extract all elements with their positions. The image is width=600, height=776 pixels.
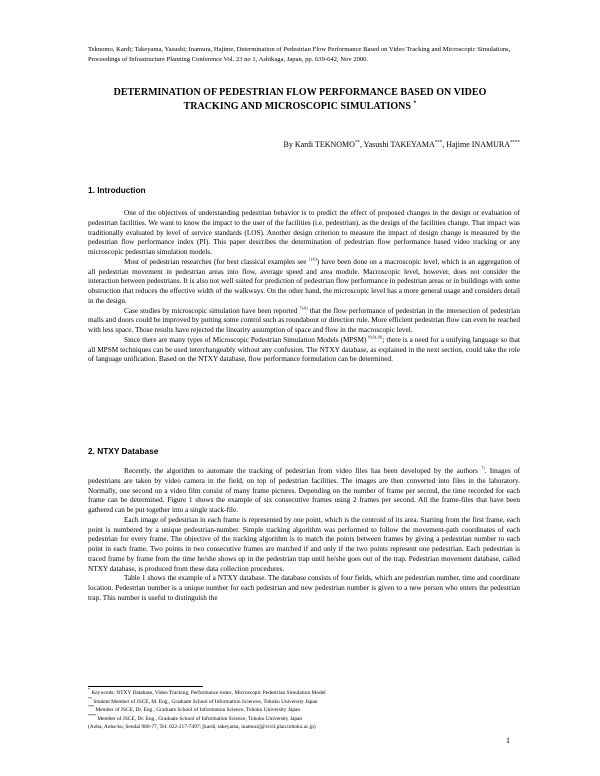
- paragraph-text: ) have been done on a macroscopic level, which is an aggregation of all pedestrian movement in pedestrian areas into flow, average speed and area module. Macroscopic level, however, does not consider the interaction between pedestrians. It is also not well suited for prediction of pedestrian flow performance in pedestrian areas or in buildings with some obstruction that reduces the effective width of the walkways. On the other hand, the microscopic level has a more general usage and considers detail in the design.: [88, 257, 520, 305]
- footnote-mark: *: [88, 687, 90, 693]
- page-number: 1: [506, 736, 510, 745]
- paragraph-text: ; there is a need for a unifying language so that all MPSM techniques can be used interchangeably without any confusion. The NTXY database, as explained in the next section, could take the role of language unification. Based on the NTXY database, flow performance formulation can be determined.: [88, 335, 520, 364]
- footnotes: [88, 689, 528, 732]
- footnote: [88, 712, 528, 724]
- paragraph-text: . Images of pedestrians are taken by video camera in the field, on top of pedestrian facilities. The images are then converted into files in the laboratory. Normally, one second on a video film consist of many frame pictures. Depending on the number of frame per second, the time recorded for each frame can be determined. Figure 1 shows the example of six consecutive frames using 2 frames per second. All the frame-files that have been gathered can be put together into a single stack-file.: [88, 467, 520, 514]
- footnote-text: Member of JSCE, Dr. Eng., Graduate School of Information Science, Tohoku University Japan: [96, 715, 303, 722]
- footnote-mark: ***: [88, 704, 94, 710]
- paragraph-text: Recently, the algorithm to automate the tracking of pedestrian from video files has been developed by the authors: [124, 467, 482, 475]
- reference-mark: 7)-8): [299, 305, 308, 311]
- footnote-text: Member of JSCE, Dr. Eng., Graduate School of Information Science, Tohoku University Japan: [94, 707, 301, 714]
- footnote-mark: **: [88, 695, 92, 701]
- author-name: Yasushi TAKEYAMA: [363, 140, 435, 149]
- paragraph: [88, 336, 520, 365]
- paragraph: [88, 307, 520, 336]
- reference-mark: 1)-6): [308, 256, 317, 262]
- author-name: Hajime INAMURA: [446, 140, 510, 149]
- footnote-divider: [88, 686, 203, 687]
- section-heading-introduction: 1. Introduction: [88, 185, 146, 195]
- paragraph: [88, 258, 520, 307]
- footnote: [88, 706, 528, 715]
- author-mark: ***: [434, 140, 443, 146]
- footnote-address: (Aoba, Aoba-ku, Sendai 980-77, Tel: 022-217-7497; [kardi, takeyama, inamura]@civil.plan.tohoku.ac.jp): [88, 724, 316, 731]
- footnote: [88, 695, 528, 710]
- author-line: By Kardi TEKNOMO**, Yasushi TAKEYAMA***, Hajime INAMURA****: [283, 140, 520, 149]
- reference-mark: 7): [481, 465, 485, 471]
- footnote-mark: ****: [88, 712, 96, 718]
- footnote-text: Keywords: NTXY Database, Video Tracking, Performance index, Microscopic Pedestrian Simulation Model: [90, 690, 326, 696]
- paper-title: [60, 86, 540, 114]
- title-line-2: [60, 100, 540, 114]
- introduction-body: [88, 209, 520, 365]
- paragraph-text: Most of pedestrian researches (for best classical examples see: [124, 257, 309, 266]
- authors-by: By: [283, 140, 293, 149]
- paragraph: Each image of pedestrian in each frame is represented by one point, which is the centroid of its area. Starting from the first frame, each point is numbered by a unique pedestrian-number. Simple tracking algorithm was performed to follow the movement-path coordinates of each pedestrian for every frame. The objective of the tracking algorithm is to match the points between frames by giving a pedestrian number to each point in each frame. Two points in two consecutive frames are matched if and only if the two points represent one pedestrian. Each pedestrian is traced frame by frame from the time he/she shows up in the pedestrian trap until he/she goes out of the trap. Pedestrian movement database, called NTXY database, is produced from these data collection procedures.: [88, 515, 520, 573]
- paragraph: Table 1 shows the example of a NTXY database. The database consists of four fields, which are pedestrian number, time and coordinate location. Pedestrian number is a unique number for each pedestrian and new pedestrian number is given to a new person who enters the pedestrian trap. This number is useful to distinguish the: [88, 574, 520, 602]
- author-mark: **: [354, 140, 360, 146]
- ntxy-body: [88, 467, 520, 604]
- title-footnote-mark: *: [413, 100, 417, 107]
- title-line-1: DETERMINATION OF PEDESTRIAN FLOW PERFORMANCE BASED ON VIDEO: [113, 87, 487, 98]
- citation-header: Teknomo, Kardi; Takeyama, Yasushi; Inamura, Hajime, Determination of Pedestrian Flow Performance Based on Video Tracking and Microscopic Simulations, Proceedings of Infrastructure Planning Conference Vol. 23 no 1, Ashikaga, Japan, pp. 639-642, Nov 2000.: [88, 46, 511, 63]
- footnote-text: Student Member of JSCE, M. Eng., Graduate School of Information Sciences, Tohoku University Japan: [92, 698, 318, 705]
- footnote: [88, 689, 528, 698]
- paragraph-text: that the flow performance of pedestrian in the intersection of pedestrian malls and doors could be improved by putting some control such as roundabout or direction rule. More efficient pedestrian flow can even be reached with less space. Those results have rejected the linearity assumption of space and flow in the macroscopic level.: [88, 306, 520, 334]
- paragraph: [88, 467, 520, 516]
- title-line-2-text: TRACKING AND MICROSCOPIC SIMULATIONS: [183, 101, 411, 112]
- paragraph: One of the objectives of understanding pedestrian behavior is to predict the effect of proposed changes in the design or evaluation of pedestrian facilities. We want to know the impact to the user of the facilities (i.e. pedestrian), as the design of the facilities change. That impact was traditionally evaluated by level of service standards (LOS). Another design criterion to measure the impact of design change is measured by the pedestrian flow performance index (PI). This paper describes the determination of pedestrian flow performance based video tracking or any microscopic pedestrian simulation models.: [88, 209, 520, 256]
- author-name: Kardi TEKNOMO: [294, 140, 355, 149]
- author-mark: ****: [510, 140, 520, 146]
- paragraph-text: Case studies by microscopic simulation have been reported: [124, 306, 300, 315]
- paragraph-text: Since there are many types of Microscopic Pedestrian Simulation Models (MPSM): [124, 335, 369, 344]
- section-heading-ntxy-database: 2. NTXY Database: [88, 446, 159, 456]
- reference-mark: 8),9),10): [368, 334, 383, 340]
